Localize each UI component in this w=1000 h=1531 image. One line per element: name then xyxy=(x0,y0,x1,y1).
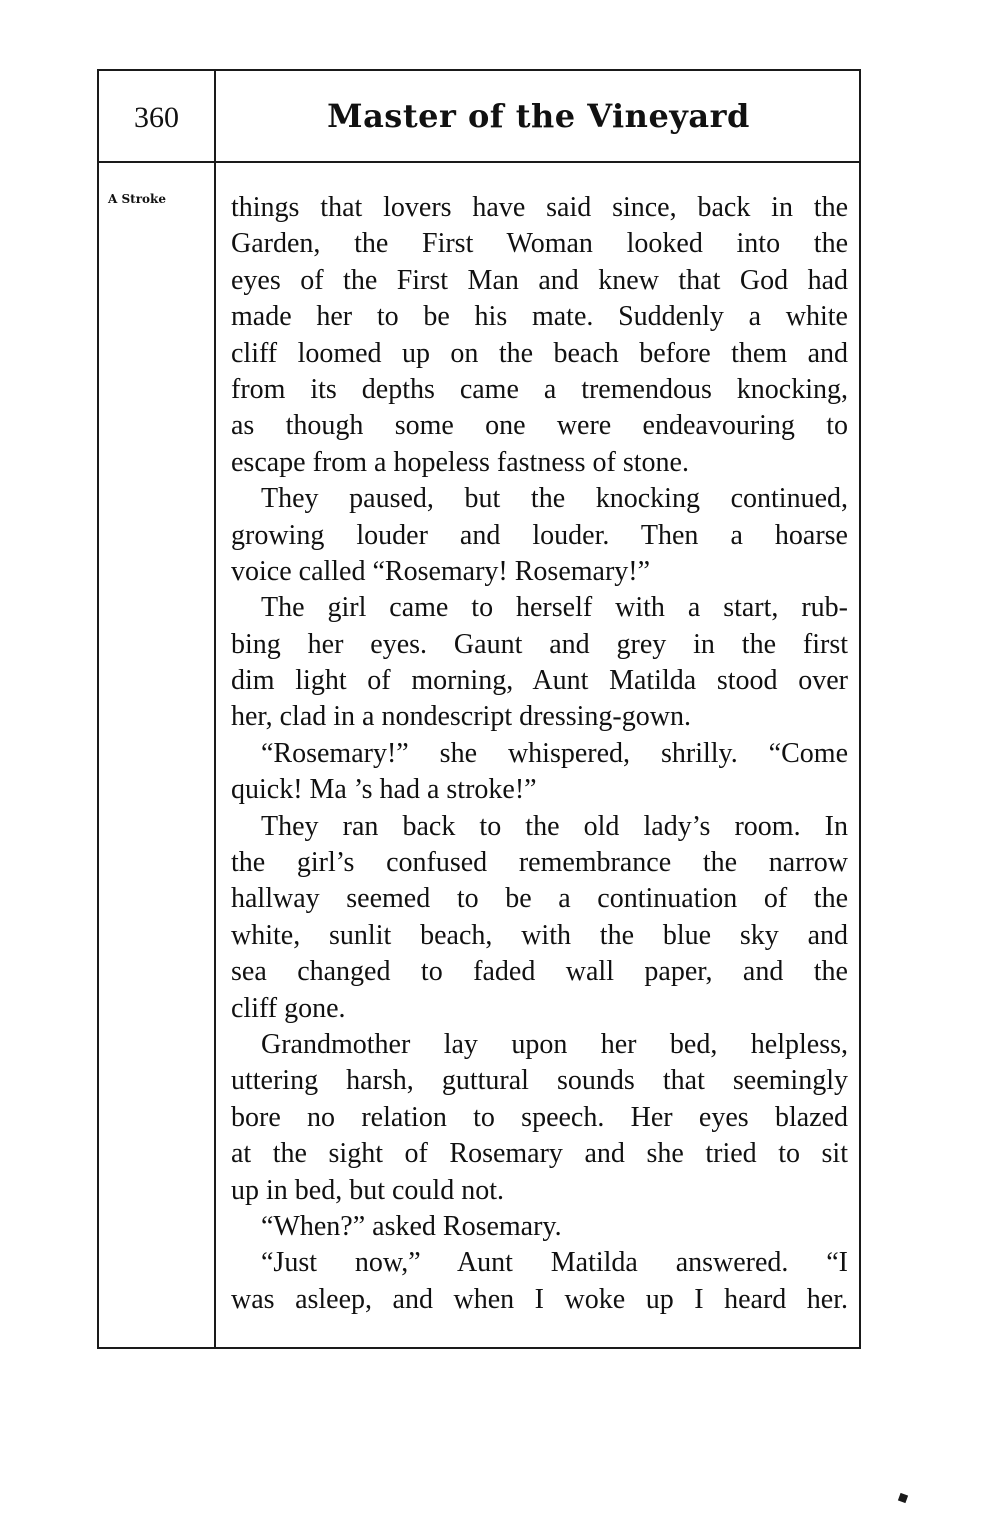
ink-speck xyxy=(898,1493,908,1503)
text-line: They ran back to the old lady’s room. In xyxy=(261,810,848,842)
text-line: “When?” asked Rosemary. xyxy=(261,1210,562,1242)
text-line: “Rosemary!” she whispered, shrilly. “Come xyxy=(261,737,848,769)
body-text xyxy=(231,190,848,1318)
text-line: sea changed to faded wall paper, and the xyxy=(231,956,848,988)
text-line: as though some one were endeavouring to xyxy=(231,410,848,442)
text-line: cliff loomed up on the beach before them and xyxy=(231,337,848,369)
text-line: white, sunlit beach, with the blue sky and xyxy=(231,919,848,951)
text-line: Garden, the First Woman looked into the xyxy=(231,228,848,260)
text-line: cliff gone. xyxy=(231,992,346,1024)
text-line: was asleep, and when I woke up I heard her. xyxy=(231,1283,848,1315)
text-line: quick! Ma ’s had a stroke!” xyxy=(231,774,537,806)
text-line: made her to be his mate. Suddenly a white xyxy=(231,301,848,333)
text-line: her, clad in a nondescript dressing-gown. xyxy=(231,701,691,733)
text-line: Grandmother lay upon her bed, helpless, xyxy=(261,1028,848,1060)
running-title: Master of the Vineyard xyxy=(327,97,750,135)
text-line: at the sight of Rosemary and she tried to sit xyxy=(231,1138,848,1170)
text-line: The girl came to herself with a start, rub- xyxy=(261,592,848,624)
text-line: things that lovers have said since, back in the xyxy=(231,192,848,223)
text-line: the girl’s confused remembrance the narrow xyxy=(231,847,848,879)
text-line: “Just now,” Aunt Matilda answered. “I xyxy=(261,1247,848,1279)
text-line: up in bed, but could not. xyxy=(231,1174,504,1206)
text-line: They paused, but the knocking continued, xyxy=(261,483,848,515)
text-line: dim light of morning, Aunt Matilda stood over xyxy=(231,665,848,697)
text-line: escape from a hopeless fastness of stone. xyxy=(231,446,689,478)
text-line: bore no relation to speech. Her eyes blazed xyxy=(231,1101,848,1133)
text-line: uttering harsh, guttural sounds that seemingly xyxy=(231,1065,848,1097)
text-line: hallway seemed to be a continuation of the xyxy=(231,883,848,915)
margin-column-rule xyxy=(214,71,216,1347)
text-line: eyes of the First Man and knew that God had xyxy=(231,264,848,296)
text-line: bing her eyes. Gaunt and grey in the first xyxy=(231,628,848,660)
page-number: 360 xyxy=(134,101,179,134)
margin-note: A Stroke xyxy=(108,192,166,206)
text-line: from its depths came a tremendous knocking, xyxy=(231,373,848,405)
text-line: growing louder and louder. Then a hoarse xyxy=(231,519,848,551)
text-line: voice called “Rosemary! Rosemary!” xyxy=(231,555,651,587)
